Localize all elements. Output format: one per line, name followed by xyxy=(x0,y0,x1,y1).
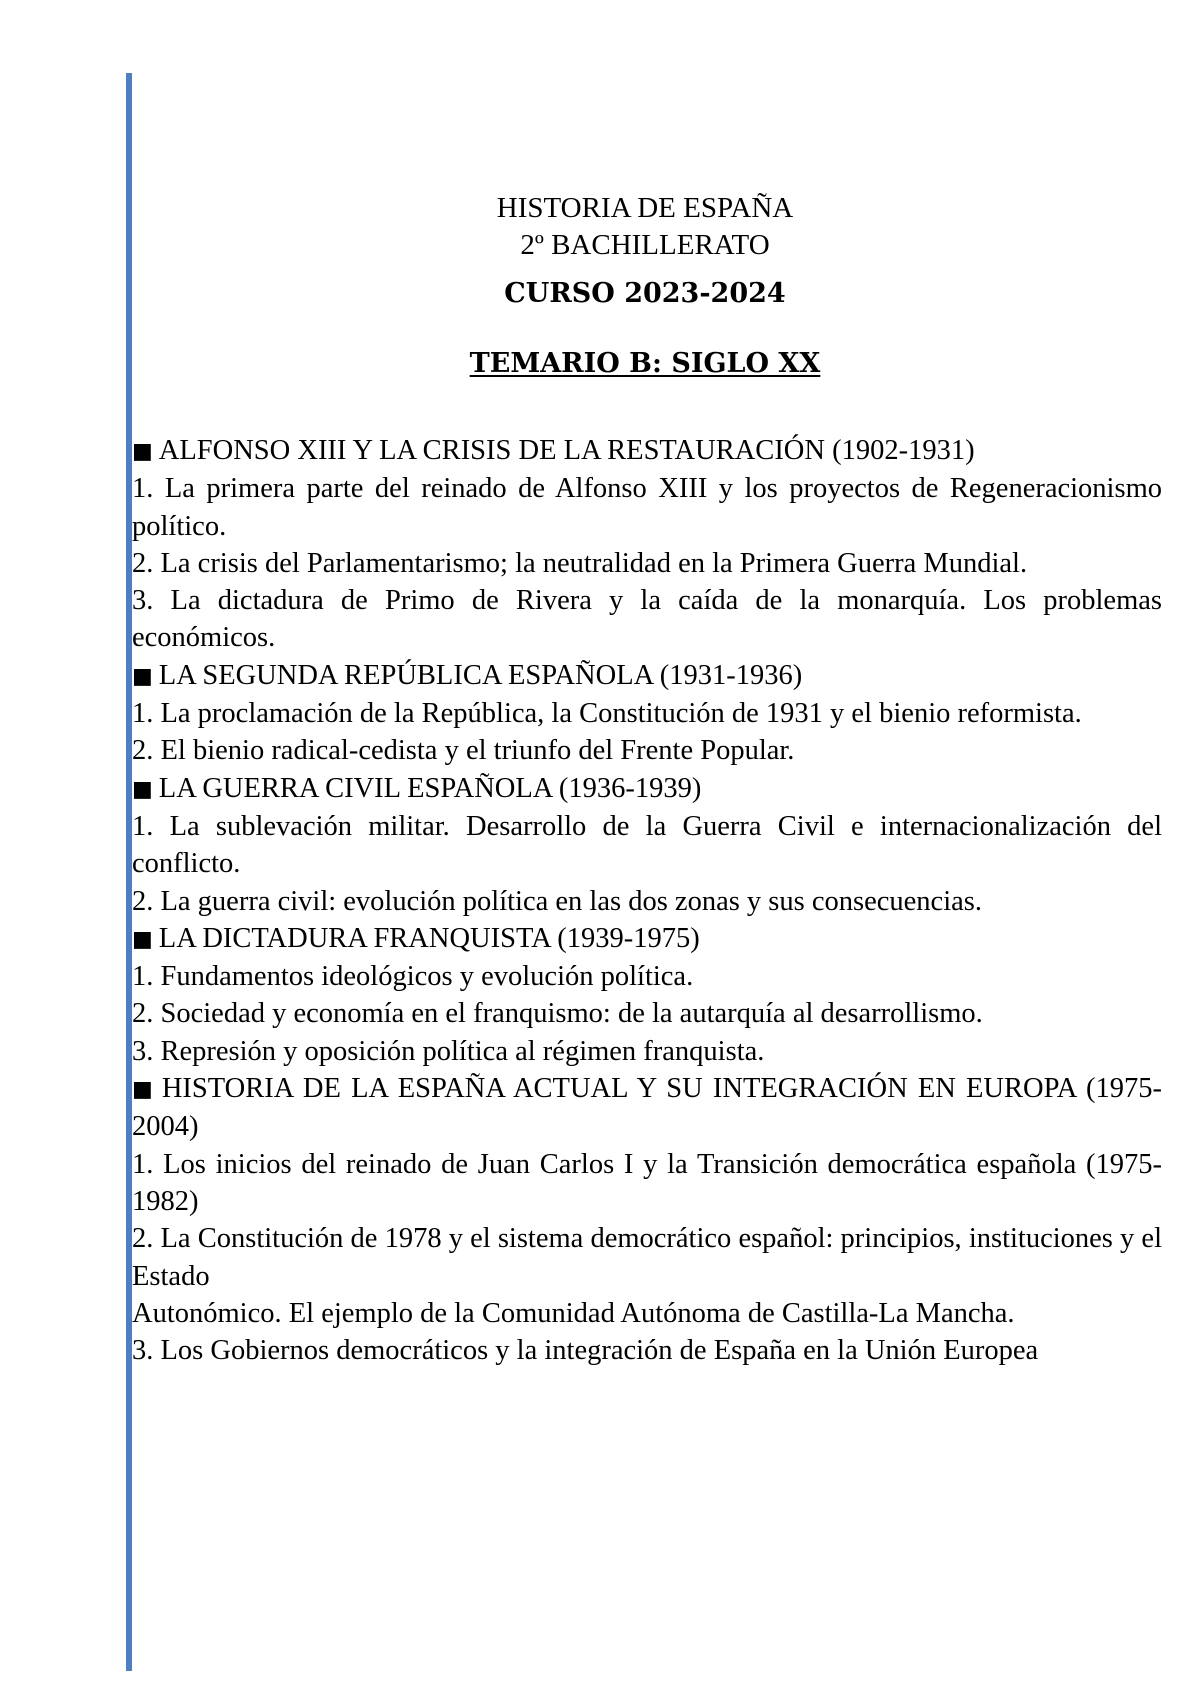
section-heading: ■ LA DICTADURA FRANQUISTA (1939-1975) xyxy=(132,922,700,954)
section-item: 1. La sublevación militar. Desarrollo de la Guerra Civil e internacionalización del conflicto. xyxy=(132,810,1162,880)
square-bullet-icon: ■ xyxy=(132,776,153,802)
square-bullet-icon: ■ xyxy=(132,1077,156,1103)
section-item: 1. Fundamentos ideológicos y evolución política. xyxy=(132,961,694,993)
subject-title: HISTORIA DE ESPAÑA xyxy=(496,192,794,224)
syllabus-content xyxy=(132,432,1162,1369)
section-item: 2. Sociedad y economía en el franquismo: de la autarquía al desarrollismo. xyxy=(132,998,983,1030)
section-heading: ■ ALFONSO XIII Y LA CRISIS DE LA RESTAURACIÓN (1902-1931) xyxy=(132,435,975,466)
section-item: 2. La Constitución de 1978 y el sistema democrático español: principios, instituciones y el Estado xyxy=(132,1223,1162,1292)
section-heading: ■ LA GUERRA CIVIL ESPAÑOLA (1936-1939) xyxy=(132,772,702,804)
section-item: 2. El bienio radical-cedista y el triunfo del Frente Popular. xyxy=(132,735,795,767)
section-item: 3. Los Gobiernos democráticos y la integración de España en la Unión Europea xyxy=(132,1335,1039,1367)
square-bullet-icon: ■ xyxy=(132,439,153,464)
section-heading: ■ LA SEGUNDA REPÚBLICA ESPAÑOLA (1931-1936) xyxy=(132,659,803,691)
section-item: 3. La dictadura de Primo de Rivera y la caída de la monarquía. Los problemas económicos. xyxy=(132,585,1162,654)
section-heading: ■ HISTORIA DE LA ESPAÑA ACTUAL Y SU INTEGRACIÓN EN EUROPA (1975-2004) xyxy=(132,1073,1162,1143)
square-bullet-icon: ■ xyxy=(132,926,153,952)
course-level: 2º BACHILLERATO xyxy=(520,229,770,261)
square-bullet-icon: ■ xyxy=(132,663,153,689)
section-item: 1. La primera parte del reinado de Alfonso XIII y los proyectos de Regeneracionismo político. xyxy=(132,473,1162,542)
document-header xyxy=(130,190,1160,384)
section-item: 3. Represión y oposición política al régimen franquista. xyxy=(132,1035,765,1067)
section-item: 2. La guerra civil: evolución política en las dos zonas y sus consecuencias. xyxy=(132,885,982,917)
section-item: 1. La proclamación de la República, la Constitución de 1931 y el bienio reformista. xyxy=(132,698,1082,730)
section-item: 1. Los inicios del reinado de Juan Carlos I y la Transición democrática española (1975-1982) xyxy=(132,1148,1162,1217)
academic-year: CURSO 2023-2024 xyxy=(504,278,786,309)
section-item: 2. La crisis del Parlamentarismo; la neutralidad en la Primera Guerra Mundial. xyxy=(132,547,1028,579)
syllabus-title: TEMARIO B: SIGLO XX xyxy=(469,348,821,379)
section-item: Autonómico. El ejemplo de la Comunidad Autónoma de Castilla-La Mancha. xyxy=(132,1297,1015,1329)
